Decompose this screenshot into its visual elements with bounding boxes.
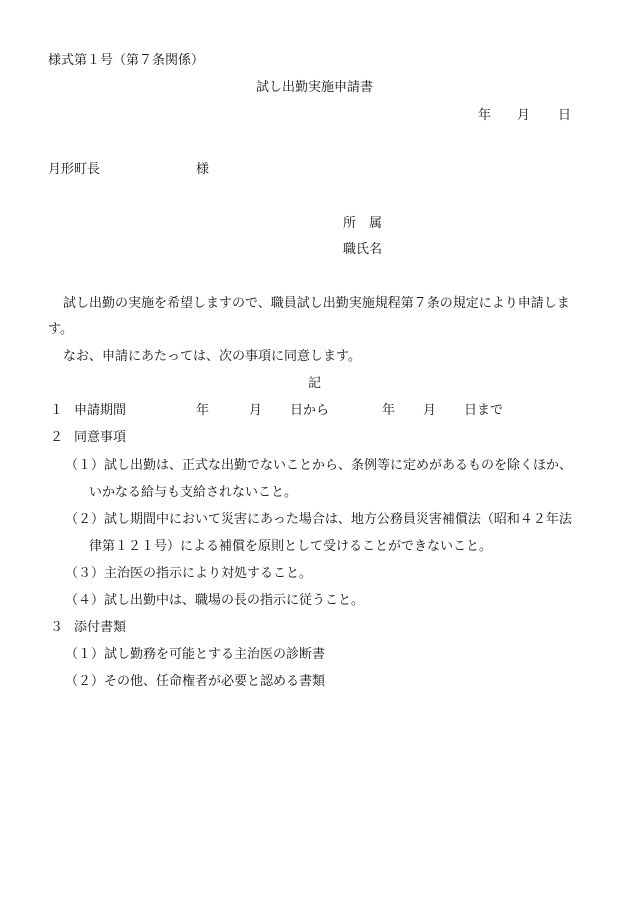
- ki-heading: 記: [308, 376, 322, 391]
- consent-1-line-2: いかなる給与も支給されないこと。: [89, 485, 298, 500]
- consent-3: （３）主治医の指示により対処すること。: [65, 566, 313, 581]
- body-line-3: なお、申請にあたっては、次の事項に同意します。: [63, 349, 361, 364]
- attachment-1: （１）試し勤務を可能とする主治医の診断書: [65, 647, 326, 662]
- consent-2-line-1: （２）試し期間中において災害にあった場合は、地方公務員災害補償法（昭和４２年法: [65, 512, 572, 527]
- affiliation-label: 所 属: [343, 216, 383, 231]
- consent-1-line-1: （１）試し出勤は、正式な出勤でないことから、条例等に定めがあるものを除くほか、: [65, 458, 573, 473]
- consent-4: （４）試し出勤中は、職場の長の指示に従うこと。: [65, 593, 365, 608]
- period-to-day: 日まで: [464, 403, 504, 418]
- period-to-month: 月: [423, 403, 437, 418]
- date-month: 月: [517, 108, 531, 123]
- period-from-year: 年: [196, 403, 210, 418]
- item-3-label: 添付書類: [74, 620, 127, 635]
- applicant-name-label: 職氏名: [343, 242, 383, 257]
- date-day: 日: [558, 108, 572, 123]
- form-number: 様式第１号（第７条関係）: [48, 53, 205, 68]
- document-title: 試し出勤実施申請書: [256, 80, 374, 95]
- period-from-day: 日から: [290, 403, 330, 418]
- item-3-number: ３: [50, 620, 64, 635]
- addressee-name: 月形町長: [48, 162, 101, 177]
- item-2-label: 同意事項: [74, 430, 127, 445]
- consent-2-line-2: 律第１２１号）による補償を原則として受けることができないこと。: [89, 539, 493, 554]
- item-1-label: 申請期間: [74, 403, 127, 418]
- body-line-1: 試し出勤の実施を希望しますので、職員試し出勤実施規程第７条の規定により申請しま: [63, 296, 570, 311]
- addressee-honorific: 様: [196, 162, 210, 177]
- attachment-2: （２）その他、任命権者が必要と認める書類: [65, 674, 326, 689]
- period-to-year: 年: [382, 403, 396, 418]
- period-from-month: 月: [249, 403, 263, 418]
- date-year: 年: [478, 108, 492, 123]
- item-1-number: １: [50, 403, 64, 418]
- item-2-number: ２: [50, 430, 64, 445]
- body-line-2: す。: [48, 322, 73, 337]
